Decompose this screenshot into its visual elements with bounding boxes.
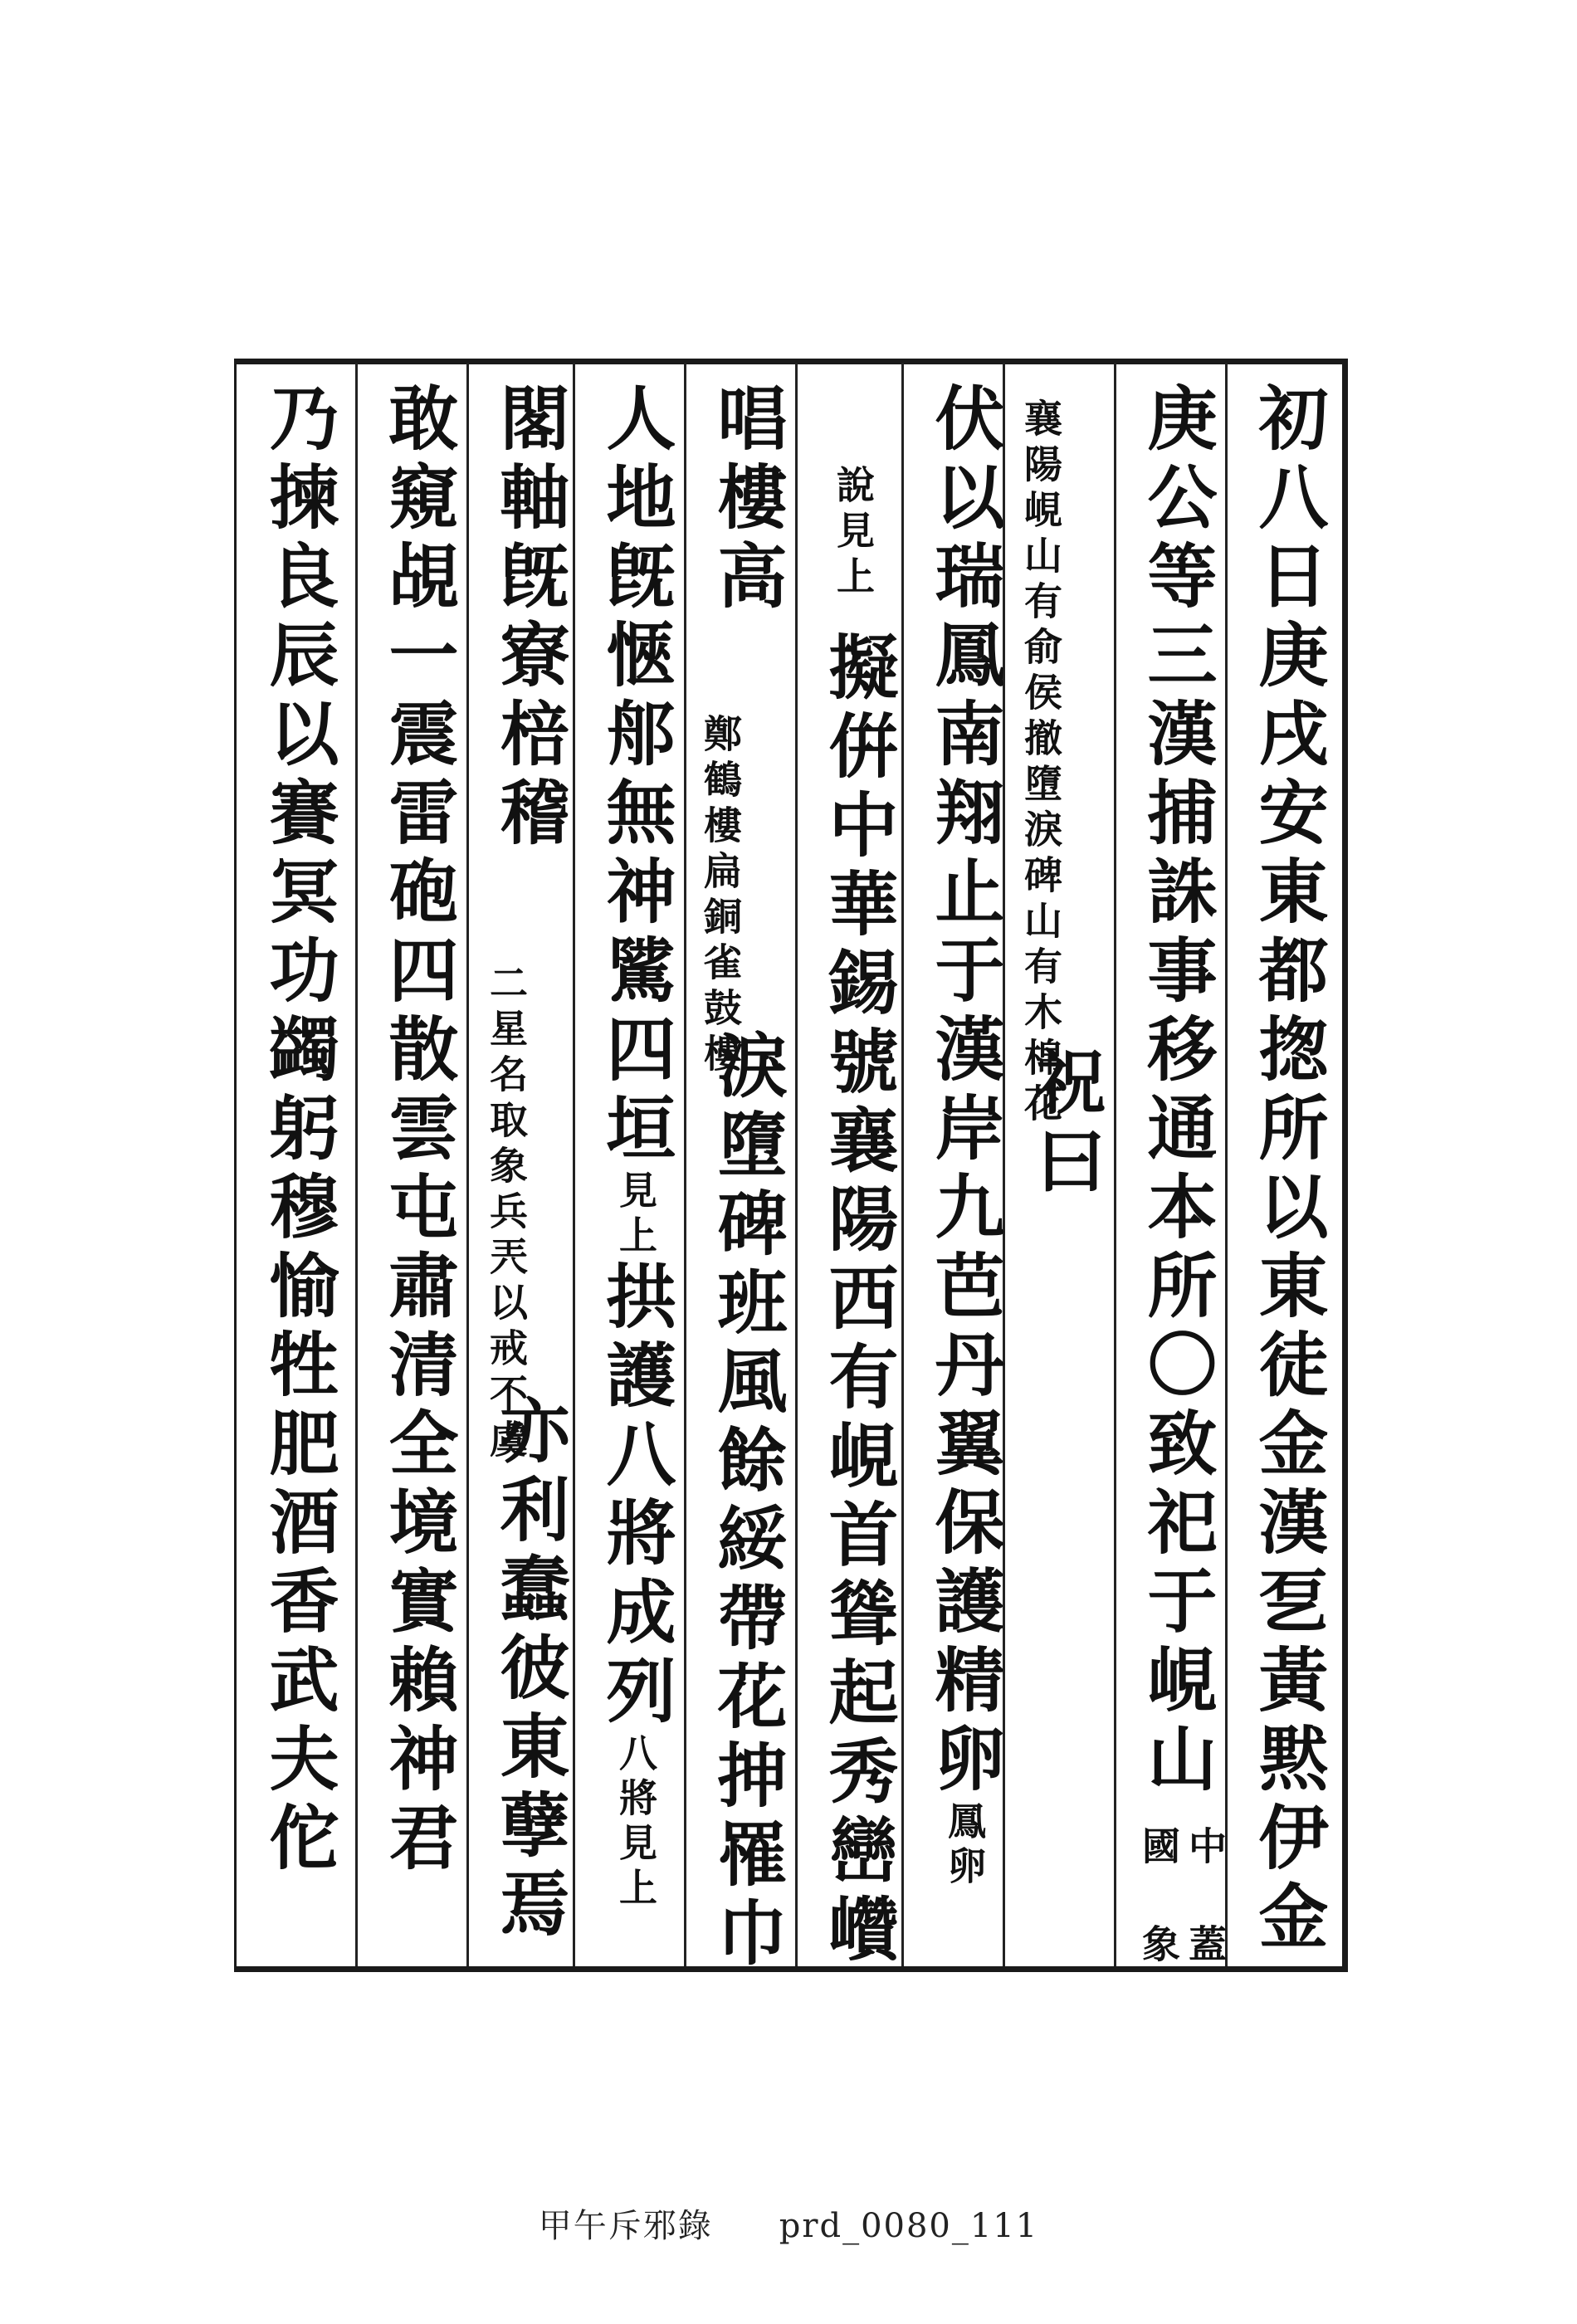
note-line: 銅雀鼓樓 xyxy=(698,896,743,1079)
note-line: 襄陽峴山有俞侯撤 xyxy=(1018,398,1063,764)
column-text: 乃揀良辰以賽冥功蠲躬穆愉牲肥酒香武夫佗 xyxy=(258,382,340,1880)
column-text: 唱樓高 xyxy=(706,382,788,618)
column-text: 初八日庚戌安東都揔所以東徒金漢乭黃黙伊金 xyxy=(1247,382,1330,1959)
note-line: 二星名取象兵 xyxy=(484,963,529,1237)
small-note: 鳳卵 xyxy=(942,1801,987,1891)
book-title: 甲午斥邪錄 xyxy=(538,2207,713,2245)
column-text: 人地旣愜郍無神騭四垣 xyxy=(595,382,677,1170)
column-rule xyxy=(355,363,358,1966)
text-column-3 xyxy=(1014,1046,1117,1204)
column-text: 敢窺覘一震雷砲四散雲屯肅清全境實賴神君 xyxy=(378,382,460,1880)
column-text: 亦利蠢彼東孽焉 xyxy=(489,1394,571,1946)
small-note: 八將見上 xyxy=(613,1733,658,1912)
interlinear-note xyxy=(483,963,530,1465)
text-column-7 xyxy=(584,382,687,1912)
text-column-5 xyxy=(807,631,910,1971)
note-line: 兲以戒不虞 xyxy=(484,1237,529,1465)
column-text: 致祀于峴山 xyxy=(1136,1407,1218,1801)
column-text: 擬倂中華錫號襄陽西有峴首聳起秀巒巑 xyxy=(818,631,900,1971)
text-column-2 xyxy=(1125,382,1228,1801)
interlinear-note: 說見上 xyxy=(831,465,876,602)
interlinear-note: 中 蓋 國 象 xyxy=(1136,1826,1228,1970)
column-text: 伏以瑞鳳南翔止于漢岸九芭丹翼保護精卵 xyxy=(924,382,1006,1801)
column-text: 拱護八將成列 xyxy=(595,1260,677,1733)
column-text: 閣軸旣寮棓稽 xyxy=(489,382,571,855)
page-id: prd_0080_111 xyxy=(779,2207,1039,2245)
interlinear-note xyxy=(697,714,744,1079)
circle-mark: 〇 xyxy=(1136,1328,1218,1407)
note-line: 鄭鶴樓扁 xyxy=(698,714,743,896)
text-column-4 xyxy=(913,382,1016,1891)
text-column-9 xyxy=(367,382,470,1880)
text-column-6 xyxy=(696,382,798,618)
column-text: 祝曰 xyxy=(1025,1046,1107,1204)
column-text: 庚公等三漢捕誅事移通本所 xyxy=(1136,382,1218,1328)
page-caption xyxy=(0,2200,1577,2247)
interlinear-note xyxy=(1018,398,1064,1129)
text-column-8 xyxy=(478,382,581,855)
text-column-8b xyxy=(478,1394,581,1946)
note-line: 墮淚碑山有木棉花 xyxy=(1018,764,1063,1129)
text-column-1 xyxy=(1237,382,1340,1959)
text-column-6b xyxy=(696,1029,798,1975)
column-text: 淚墮碑班風餘綏帶花抻罹巾 xyxy=(706,1029,788,1975)
small-note: 見上 xyxy=(613,1170,658,1260)
text-column-10 xyxy=(247,382,350,1880)
